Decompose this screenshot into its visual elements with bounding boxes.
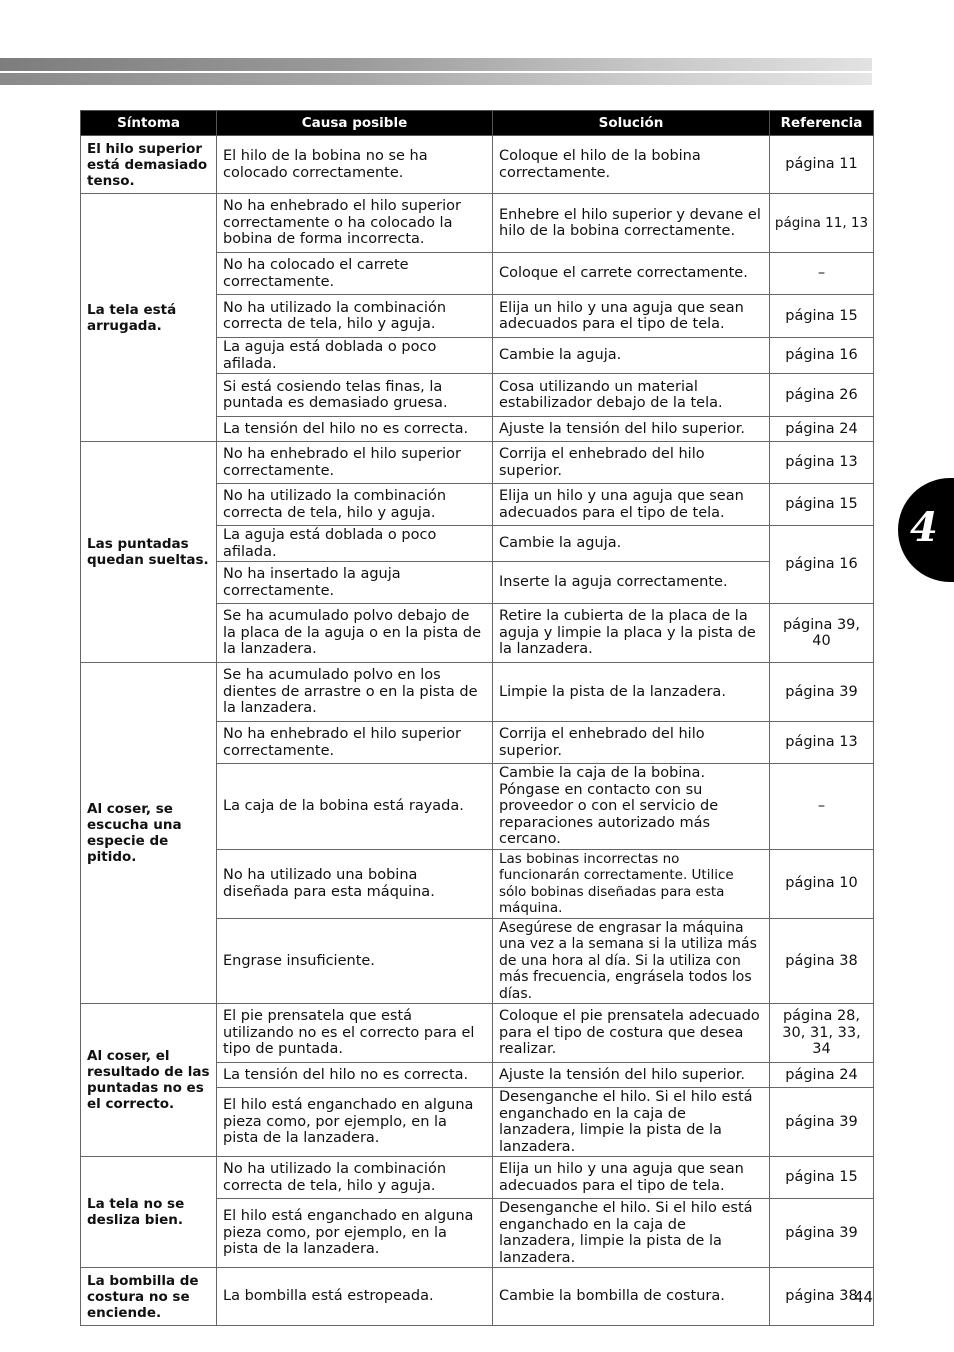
reference-cell: página 39 <box>770 1199 874 1268</box>
symptom-cell: Al coser, se escucha una especie de pitido. <box>81 663 217 1004</box>
reference-cell: página 11 <box>770 136 874 194</box>
reference-cell: página 15 <box>770 1157 874 1199</box>
chapter-tab <box>898 478 954 582</box>
cause-cell: No ha enhebrado el hilo superior correctamente. <box>217 722 493 764</box>
reference-cell: página 10 <box>770 849 874 918</box>
solution-cell: Cambie la aguja. <box>493 526 770 562</box>
cause-cell: Engrase insuficiente. <box>217 918 493 1004</box>
header-decorative-bars <box>0 58 872 86</box>
table-row <box>81 663 874 722</box>
table-row <box>81 1268 874 1326</box>
table-row <box>81 1157 874 1199</box>
cause-cell: No ha enhebrado el hilo superior correctamente o ha colocado la bobina de forma incorrecta. <box>217 194 493 253</box>
cause-cell: La caja de la bobina está rayada. <box>217 764 493 850</box>
solution-cell: Coloque el carrete correctamente. <box>493 253 770 295</box>
solution-cell: Enhebre el hilo superior y devane el hilo de la bobina correctamente. <box>493 194 770 253</box>
cause-cell: La bombilla está estropeada. <box>217 1268 493 1326</box>
reference-cell: página 13 <box>770 722 874 764</box>
cause-cell: No ha utilizado una bobina diseñada para esta máquina. <box>217 849 493 918</box>
chapter-number: 4 <box>910 504 938 551</box>
cause-cell: No ha enhebrado el hilo superior correctamente. <box>217 442 493 484</box>
cause-cell: No ha utilizado la combinación correcta de tela, hilo y aguja. <box>217 295 493 338</box>
solution-cell: Cambie la bombilla de costura. <box>493 1268 770 1326</box>
reference-cell: – <box>770 764 874 850</box>
cause-cell: El hilo de la bobina no se ha colocado correctamente. <box>217 136 493 194</box>
cause-cell: El pie prensatela que está utilizando no es el correcto para el tipo de puntada. <box>217 1004 493 1063</box>
solution-cell: Ajuste la tensión del hilo superior. <box>493 1063 770 1088</box>
solution-cell: Cambie la caja de la bobina. Póngase en contacto con su proveedor o con el servicio de reparaciones autorizado más cercano. <box>493 764 770 850</box>
reference-cell: página 24 <box>770 1063 874 1088</box>
header-cause: Causa posible <box>217 111 493 136</box>
solution-cell: Elija un hilo y una aguja que sean adecuados para el tipo de tela. <box>493 1157 770 1199</box>
cause-cell: La tensión del hilo no es correcta. <box>217 1063 493 1088</box>
solution-cell: Corrija el enhebrado del hilo superior. <box>493 722 770 764</box>
reference-cell: página 39 <box>770 663 874 722</box>
table-row <box>81 194 874 253</box>
cause-cell: El hilo está enganchado en alguna pieza como, por ejemplo, en la pista de la lanzadera. <box>217 1088 493 1157</box>
reference-cell: página 16 <box>770 526 874 604</box>
reference-cell: página 16 <box>770 338 874 374</box>
cause-cell: No ha colocado el carrete correctamente. <box>217 253 493 295</box>
table-row <box>81 1004 874 1063</box>
solution-cell: Desenganche el hilo. Si el hilo está enganchado en la caja de lanzadera, limpie la pista de la lanzadera. <box>493 1088 770 1157</box>
symptom-cell: El hilo superior está demasiado tenso. <box>81 136 217 194</box>
troubleshooting-table <box>80 110 874 1326</box>
solution-cell: Inserte la aguja correctamente. <box>493 562 770 604</box>
reference-cell: página 11, 13 <box>770 194 874 253</box>
solution-cell: Coloque el hilo de la bobina correctamente. <box>493 136 770 194</box>
header-solution: Solución <box>493 111 770 136</box>
table-row <box>81 442 874 484</box>
page-number: 44 <box>853 1288 873 1306</box>
header-bar-bottom <box>0 73 872 85</box>
cause-cell: No ha utilizado la combinación correcta de tela, hilo y aguja. <box>217 484 493 526</box>
symptom-cell: La bombilla de costura no se enciende. <box>81 1268 217 1326</box>
reference-cell: página 15 <box>770 484 874 526</box>
solution-cell: Corrija el enhebrado del hilo superior. <box>493 442 770 484</box>
reference-cell: página 24 <box>770 417 874 442</box>
cause-cell: La aguja está doblada o poco afilada. <box>217 526 493 562</box>
header-bar-top <box>0 58 872 71</box>
solution-cell: Coloque el pie prensatela adecuado para el tipo de costura que desea realizar. <box>493 1004 770 1063</box>
table-row <box>81 136 874 194</box>
reference-cell: página 38 <box>770 918 874 1004</box>
cause-cell: El hilo está enganchado en alguna pieza como, por ejemplo, en la pista de la lanzadera. <box>217 1199 493 1268</box>
cause-cell: Si está cosiendo telas finas, la puntada es demasiado gruesa. <box>217 374 493 417</box>
cause-cell: La aguja está doblada o poco afilada. <box>217 338 493 374</box>
cause-cell: Se ha acumulado polvo debajo de la placa de la aguja o en la pista de la lanzadera. <box>217 604 493 663</box>
table-header-row <box>81 111 874 136</box>
solution-cell: Elija un hilo y una aguja que sean adecuados para el tipo de tela. <box>493 484 770 526</box>
cause-cell: Se ha acumulado polvo en los dientes de arrastre o en la pista de la lanzadera. <box>217 663 493 722</box>
reference-cell: página 13 <box>770 442 874 484</box>
solution-cell: Cambie la aguja. <box>493 338 770 374</box>
solution-cell: Elija un hilo y una aguja que sean adecuados para el tipo de tela. <box>493 295 770 338</box>
reference-cell: página 26 <box>770 374 874 417</box>
solution-cell: Las bobinas incorrectas no funcionarán correctamente. Utilice sólo bobinas diseñadas para esta máquina. <box>493 849 770 918</box>
header-symptom: Síntoma <box>81 111 217 136</box>
reference-cell: – <box>770 253 874 295</box>
reference-cell: página 15 <box>770 295 874 338</box>
reference-cell: página 39 <box>770 1088 874 1157</box>
header-reference: Referencia <box>770 111 874 136</box>
solution-cell: Cosa utilizando un material estabilizador debajo de la tela. <box>493 374 770 417</box>
cause-cell: La tensión del hilo no es correcta. <box>217 417 493 442</box>
reference-cell: página 28, 30, 31, 33, 34 <box>770 1004 874 1063</box>
symptom-cell: La tela no se desliza bien. <box>81 1157 217 1268</box>
symptom-cell: Las puntadas quedan sueltas. <box>81 442 217 663</box>
reference-cell: página 39, 40 <box>770 604 874 663</box>
solution-cell: Retire la cubierta de la placa de la aguja y limpie la placa y la pista de la lanzadera. <box>493 604 770 663</box>
solution-cell: Ajuste la tensión del hilo superior. <box>493 417 770 442</box>
reference-cell: página 38 <box>770 1268 874 1326</box>
symptom-cell: Al coser, el resultado de las puntadas no es el correcto. <box>81 1004 217 1157</box>
solution-cell: Desenganche el hilo. Si el hilo está enganchado en la caja de lanzadera, limpie la pista de la lanzadera. <box>493 1199 770 1268</box>
solution-cell: Limpie la pista de la lanzadera. <box>493 663 770 722</box>
cause-cell: No ha insertado la aguja correctamente. <box>217 562 493 604</box>
symptom-cell: La tela está arrugada. <box>81 194 217 442</box>
cause-cell: No ha utilizado la combinación correcta de tela, hilo y aguja. <box>217 1157 493 1199</box>
solution-cell: Asegúrese de engrasar la máquina una vez a la semana si la utiliza más de una hora al día. Si la utiliza con más frecuencia, engrásela todos los días. <box>493 918 770 1004</box>
